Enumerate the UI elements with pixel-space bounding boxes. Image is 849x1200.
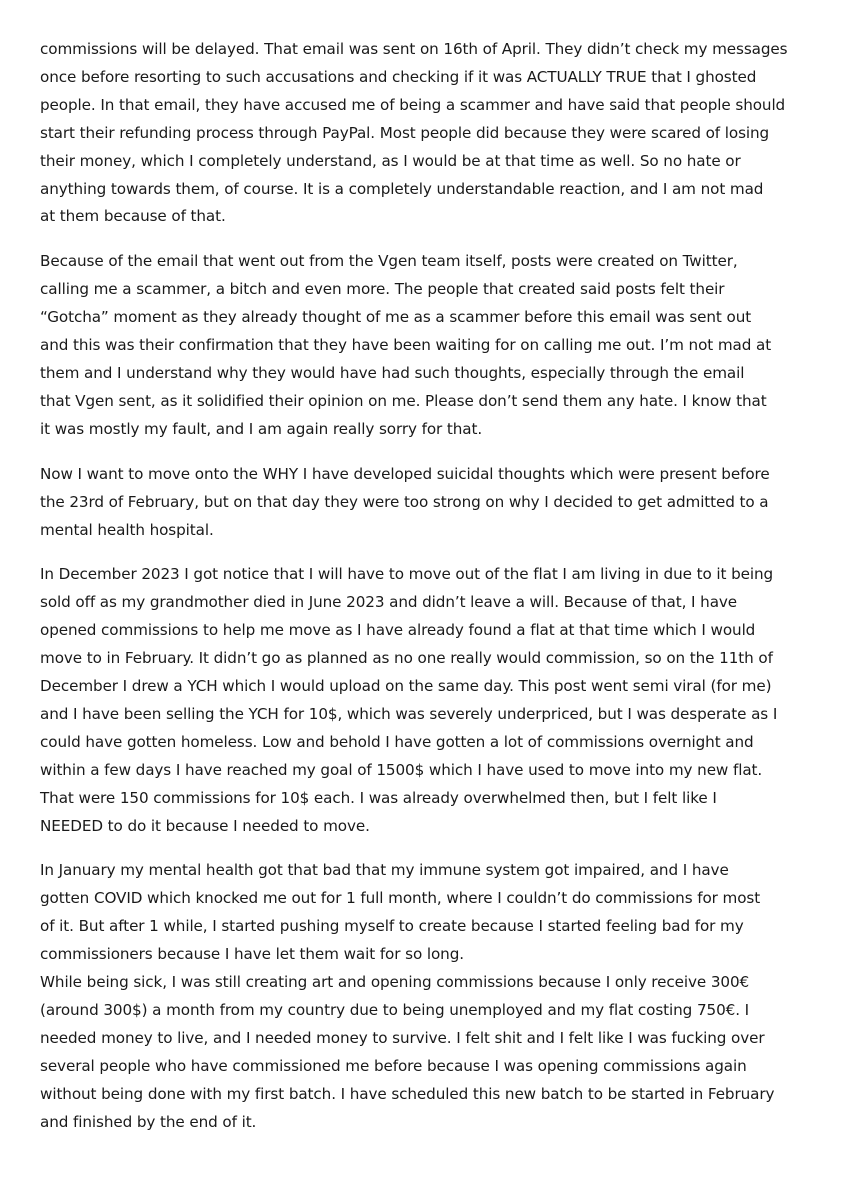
text-line: and finished by the end of it. [40,1112,257,1131]
text-line: December I drew a YCH which I would upload on the same day. This post went semi viral (for me) [40,677,772,696]
text-line: commissioners because I have let them wait for so long. [40,945,464,964]
paragraph-december [40,561,816,840]
text-line: could have gotten homeless. Low and behold I have gotten a lot of commissions overnight and [40,732,754,751]
text-line: move to in February. It didn’t go as planned as no one really would commission, so on the 11th of [40,649,773,668]
text-line: sold off as my grandmother died in June 2023 and didn’t leave a will. Because of that, I have [40,593,738,612]
text-line: once before resorting to such accusations and checking if it was ACTUALLY TRUE that I ghosted [40,67,757,86]
paragraph-twitter-posts [40,248,816,443]
paragraph-january [40,857,816,1136]
text-line: In January my mental health got that bad that my immune system got impaired, and I have [40,861,729,880]
text-line: within a few days I have reached my goal of 1500$ which I have used to move into my new flat. [40,760,763,779]
text-line: it was mostly my fault, and I am again really sorry for that. [40,419,483,438]
paragraph-why [40,461,816,545]
text-line: mental health hospital. [40,520,214,539]
text-line: NEEDED to do it because I needed to move. [40,816,370,835]
text-line: without being done with my first batch. I have scheduled this new batch to be started in February [40,1084,775,1103]
text-line: that Vgen sent, as it solidified their opinion on me. Please don’t send them any hate. I know that [40,391,767,410]
text-line: people. In that email, they have accused me of being a scammer and have said that people should [40,95,786,114]
text-line: Now I want to move onto the WHY I have developed suicidal thoughts which were present before [40,464,770,483]
text-line: (around 300$) a month from my country due to being unemployed and my flat costing 750€. I [40,1001,750,1019]
text-line: Because of the email that went out from the Vgen team itself, posts were created on Twitter, [40,252,738,271]
text-line: In December 2023 I got notice that I will have to move out of the flat I am living in due to it being [40,565,774,584]
text-line: commissions will be delayed. That email was sent on 16th of April. They didn’t check my messages [40,40,788,58]
text-line: opened commissions to help me move as I have already found a flat at that time which I would [40,621,756,640]
text-line: and I have been selling the YCH for 10$, which was severely underpriced, but I was desperate as I [40,704,778,723]
text-line: and this was their confirmation that they have been waiting for on calling me out. I’m not mad at [40,336,772,355]
text-line: anything towards them, of course. It is a completely understandable reaction, and I am not mad [40,179,764,198]
text-line: the 23rd of February, but on that day they were too strong on why I decided to get admitted to a [40,492,769,511]
text-line: them and I understand why they would have had such thoughts, especially through the email [40,363,745,382]
text-line: their money, which I completely understand, as I would be at that time as well. So no hate or [40,151,741,170]
text-line: several people who have commissioned me before because I was opening commissions again [40,1056,747,1075]
text-line: needed money to live, and I needed money to survive. I felt shit and I felt like I was fucking over [40,1028,765,1047]
text-line: of it. But after 1 while, I started pushing myself to create because I started feeling bad for my [40,917,744,936]
document-page [40,36,816,1154]
text-line: gotten COVID which knocked me out for 1 full month, where I couldn’t do commissions for most [40,889,761,908]
text-line: calling me a scammer, a bitch and even more. The people that created said posts felt their [40,280,725,299]
text-line: While being sick, I was still creating art and opening commissions because I only receive 300€ [40,973,750,992]
text-line: start their refunding process through PayPal. Most people did because they were scared of losing [40,123,770,142]
paragraph-vgen-email [40,36,816,231]
text-line: “Gotcha” moment as they already thought of me as a scammer before this email was sent out [40,308,752,327]
text-line: That were 150 commissions for 10$ each. I was already overwhelmed then, but I felt like I [40,788,717,807]
text-line: at them because of that. [40,207,226,226]
